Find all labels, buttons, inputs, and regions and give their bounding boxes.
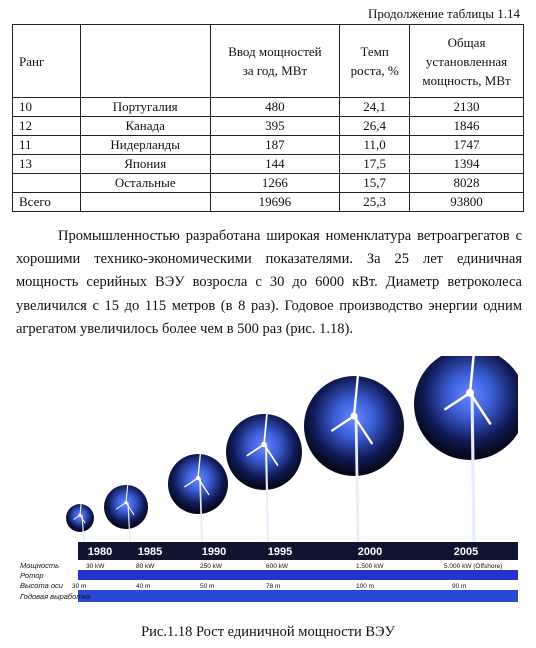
cell-annual: 1266	[210, 174, 340, 193]
power-value: 30 kW	[86, 563, 105, 570]
height-value: 50 m	[200, 583, 215, 590]
cell-country: Нидерланды	[80, 136, 210, 155]
turbine-sphere	[304, 374, 404, 542]
height-value: 100 m	[356, 583, 375, 590]
cell-rank: 13	[13, 155, 81, 174]
rotor-row-band	[78, 570, 518, 580]
header-country	[80, 25, 210, 98]
row-label: Ротор	[20, 571, 44, 580]
year-label: 2005	[453, 546, 479, 558]
table-row	[13, 117, 524, 136]
power-value: 1.500 kW	[356, 563, 384, 570]
figure-caption: Рис.1.18 Рост единичной мощности ВЭУ	[141, 624, 395, 640]
year-label: 1990	[201, 546, 227, 558]
cell-country	[80, 193, 210, 212]
row-label: Высота оси	[20, 581, 63, 590]
cell-rank: 12	[13, 117, 81, 136]
year-label: 2000	[357, 546, 383, 558]
cell-total: 8028	[410, 174, 524, 193]
power-value: 5.000 kW (Offshore)	[444, 563, 503, 570]
turbine-sphere	[414, 356, 518, 542]
cell-rank: 11	[13, 136, 81, 155]
cell-country: Япония	[80, 155, 210, 174]
cell-annual: 480	[210, 98, 340, 117]
cell-annual: 19696	[210, 193, 340, 212]
turbine-sphere	[168, 453, 228, 542]
table-row	[13, 136, 524, 155]
cell-rate: 11,0	[340, 136, 410, 155]
cell-rate: 25,3	[340, 193, 410, 212]
table-continuation-caption: Продолжение таблицы 1.14	[368, 6, 520, 21]
table-row	[13, 155, 524, 174]
cell-country: Остальные	[80, 174, 210, 193]
row-label: Мощность	[20, 561, 60, 570]
turbine-sphere	[104, 484, 148, 542]
year-label: 1985	[137, 546, 163, 558]
cell-rate: 24,1	[340, 98, 410, 117]
turbine-sphere	[226, 413, 302, 542]
cell-rate: 15,7	[340, 174, 410, 193]
cell-country: Португалия	[80, 98, 210, 117]
power-value: 600 kW	[266, 563, 289, 570]
cell-annual: 395	[210, 117, 340, 136]
cell-total: 2130	[410, 98, 524, 117]
table-row	[13, 174, 524, 193]
cell-total: 93800	[410, 193, 524, 212]
cell-rank: 10	[13, 98, 81, 117]
height-value: 90 m	[452, 583, 467, 590]
cell-rank: Всего	[13, 193, 81, 212]
row-label: Годовая выработка	[20, 592, 91, 601]
year-label: 1995	[267, 546, 293, 558]
table-row	[13, 98, 524, 117]
turbine-sphere	[66, 503, 94, 542]
table-total-row	[13, 193, 524, 212]
header-total: Общая установленная мощность, МВт	[410, 25, 524, 98]
power-value: 80 kW	[136, 563, 155, 570]
cell-rate: 26,4	[340, 117, 410, 136]
year-label: 1980	[87, 546, 113, 558]
turbine-growth-figure	[18, 356, 518, 618]
header-rate: Темп роста, %	[340, 25, 410, 98]
output-row-band	[78, 590, 518, 602]
cell-total: 1394	[410, 155, 524, 174]
cell-country: Канада	[80, 117, 210, 136]
cell-annual: 144	[210, 155, 340, 174]
cell-rank	[13, 174, 81, 193]
turbine-growth-illustration	[18, 356, 518, 618]
cell-rate: 17,5	[340, 155, 410, 174]
cell-annual: 187	[210, 136, 340, 155]
power-value: 250 kW	[200, 563, 223, 570]
table-header-row	[13, 25, 524, 98]
body-paragraph: Промышленностью разработана широкая номенклатура ветроагрегатов с хорошими технико-экономическими показателями. За 25 лет единичная мощность серийных ВЭУ возросла с 30 до 6000 кВт. Диаметр ветроколеса увеличился с 15 до 115 метров (в 8 раз). Годовое производство энергии одним агрегатом увеличилось более чем в 500 раз (рис. 1.18).	[16, 227, 522, 338]
wind-capacity-table	[12, 24, 524, 212]
height-value: 40 m	[136, 583, 151, 590]
cell-total: 1747	[410, 136, 524, 155]
height-value: 30 m	[72, 583, 87, 590]
height-value: 78 m	[266, 583, 281, 590]
header-annual: Ввод мощностей за год, МВт	[210, 25, 340, 98]
cell-total: 1846	[410, 117, 524, 136]
header-rank: Ранг	[13, 25, 81, 98]
